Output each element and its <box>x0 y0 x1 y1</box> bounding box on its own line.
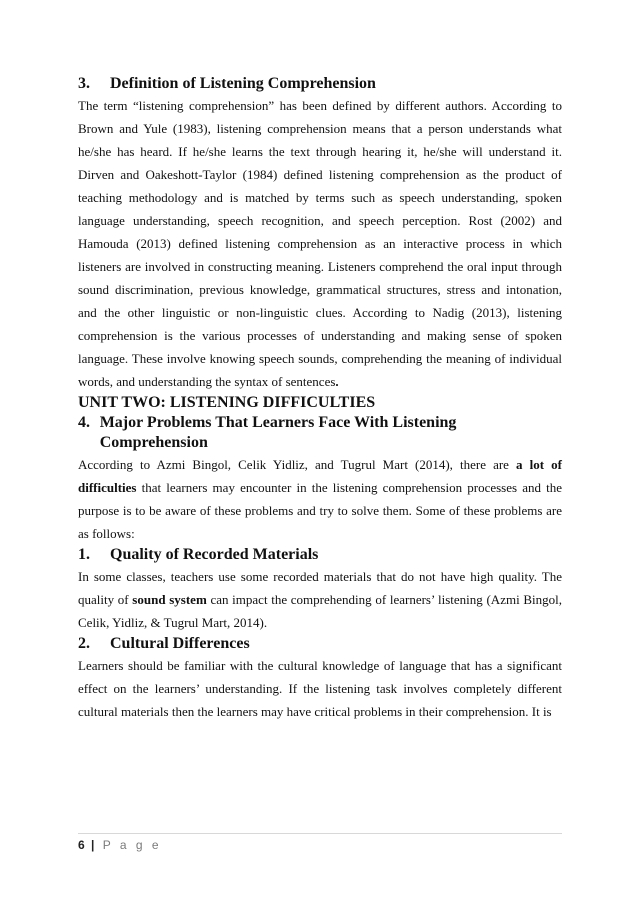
section-4-number: 4. <box>78 414 90 431</box>
section-3-number: 3. <box>78 75 90 92</box>
paragraph-definition <box>78 94 562 393</box>
page-label: P a g e <box>102 838 162 852</box>
paragraph-recorded-materials <box>78 565 562 634</box>
paragraph-major-problems <box>78 453 562 545</box>
subsection-2-heading <box>78 634 562 654</box>
subsection-1-title: Quality of Recorded Materials <box>110 546 319 563</box>
footer-divider <box>78 833 562 834</box>
section-3-title: Definition of Listening Comprehension <box>110 75 376 92</box>
section-3-heading <box>78 74 562 94</box>
subsection-2-number: 2. <box>78 635 90 652</box>
footer-separator: | <box>91 838 95 852</box>
paragraph-major-problems-bold: a lot of difficulties <box>78 457 562 495</box>
page-content <box>78 74 562 723</box>
subsection-1-heading <box>78 545 562 565</box>
section-4-title: Major Problems That Learners Face With Listening Comprehension <box>99 414 457 451</box>
unit-title: UNIT TWO: LISTENING DIFFICULTIES <box>78 394 376 411</box>
page-number: 6 <box>78 838 86 852</box>
paragraph-major-problems-after: that learners may encounter in the listening comprehension processes and the purpose is to be aware of these problems and try to solve them. Some of these problems are as follows: <box>78 480 562 541</box>
subsection-1-number: 1. <box>78 546 90 563</box>
paragraph-cultural-differences: Learners should be familiar with the cultural knowledge of language that has a significant effect on the learners’ understanding. If the listening task involves completely different cultural materials then the learners may have critical problems in their comprehension. It is <box>78 658 562 719</box>
paragraph-recorded-after: can impact the comprehending of learners’ listening (Azmi Bingol, Celik, Yidliz, & Tugrul Mart, 2014). <box>78 592 563 630</box>
paragraph-definition-end: . <box>335 374 339 389</box>
paragraph-definition-text: The term “listening comprehension” has been defined by different authors. According to Brown and Yule (1983), listening comprehension means that a person understands what he/she has heard. If he/she learns the text through hearing it, he/she will understand it. Dirven and Oakeshott-Taylor (1984) defined listening comprehension as the product of teaching methodology and is matched by terms such as speech understanding, spoken language understanding, speech recognition, and speech perception. Rost (2002) and Hamouda (2013) defined listening comprehension as an interactive process in which listeners are involved in constructing meaning. Listeners comprehend the oral input through sound discrimination, previous knowledge, grammatical structures, stress and intonation, and the other linguistic or non-linguistic clues. According to Nadig (2013), listening comprehension is the various processes of understanding and making sense of spoken language. These involve knowing speech sounds, comprehending the meaning of individual words, and understanding the syntax of sentences <box>78 98 562 389</box>
page-footer <box>78 838 162 852</box>
section-4-heading <box>78 413 562 453</box>
paragraph-major-problems-before: According to Azmi Bingol, Celik Yidliz, and Tugrul Mart (2014), there are <box>78 457 517 472</box>
paragraph-recorded-before: In some classes, teachers use some recorded materials that do not have high quality. The quality of <box>78 569 562 607</box>
paragraph-recorded-bold: sound system <box>132 592 207 607</box>
subsection-2-title: Cultural Differences <box>110 635 250 652</box>
